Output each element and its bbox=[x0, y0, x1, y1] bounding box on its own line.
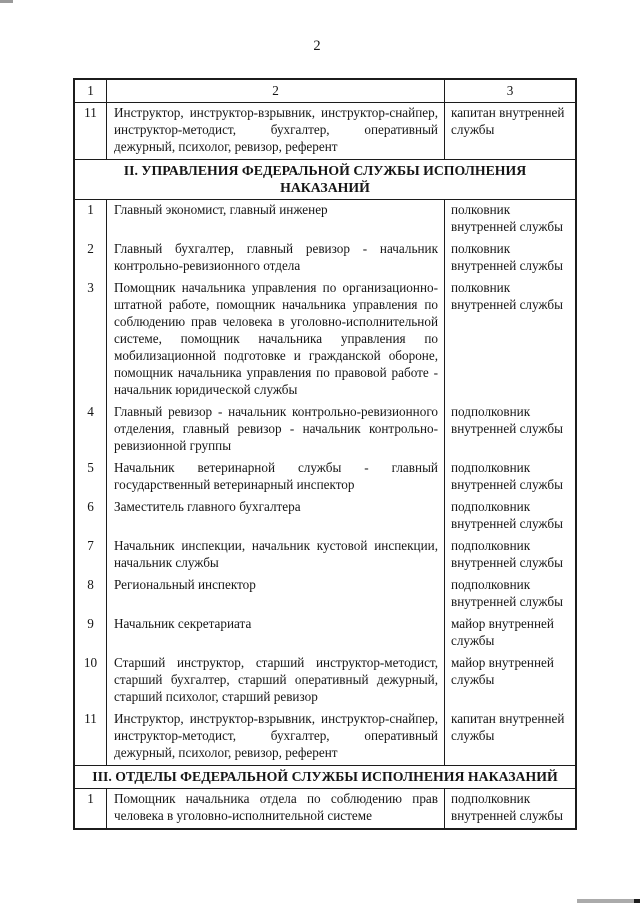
table-row bbox=[75, 103, 575, 159]
scan-artifact-bottom-right bbox=[577, 899, 640, 903]
row-number-cell: 9 bbox=[75, 614, 107, 653]
table-row bbox=[75, 653, 575, 709]
row-number-cell: 4 bbox=[75, 402, 107, 458]
position-cell: Инструктор, инструктор-взрывник, инструктор-снайпер, инструктор-методист, бухгалтер, оперативный дежурный, психолог, ревизор, референт bbox=[107, 103, 445, 159]
table-column-header-row bbox=[75, 80, 575, 103]
positions-ranks-table bbox=[73, 78, 577, 830]
column-header-2: 2 bbox=[107, 80, 445, 102]
position-cell: Главный экономист, главный инженер bbox=[107, 200, 445, 239]
row-number-cell: 5 bbox=[75, 458, 107, 497]
rank-cell: подполковник внутренней службы bbox=[451, 791, 563, 823]
row-number-cell: 2 bbox=[75, 239, 107, 278]
row-number-cell: 1 bbox=[75, 200, 107, 239]
rank-cell: подполковник внутренней службы bbox=[451, 404, 563, 436]
rank-cell: подполковник внутренней службы bbox=[451, 499, 563, 531]
table-row bbox=[75, 536, 575, 575]
rank-cell: майор внутренней службы bbox=[451, 655, 554, 687]
table-row bbox=[75, 402, 575, 458]
section-title bbox=[75, 765, 575, 789]
rank-cell: майор внутренней службы bbox=[451, 616, 554, 648]
section-title-line: II. УПРАВЛЕНИЯ ФЕДЕРАЛЬНОЙ СЛУЖБЫ ИСПОЛНЕНИЯ bbox=[123, 163, 527, 178]
rank-cell: полковник внутренней службы bbox=[451, 202, 563, 234]
rank-cell: подполковник внутренней службы bbox=[451, 460, 563, 492]
table-row bbox=[75, 200, 575, 239]
column-header-3: 3 bbox=[506, 83, 514, 98]
row-number-cell: 11 bbox=[75, 103, 107, 159]
position-cell: Начальник секретариата bbox=[107, 614, 445, 653]
table-row bbox=[75, 497, 575, 536]
position-cell: Заместитель главного бухгалтера bbox=[107, 497, 445, 536]
row-number-cell: 8 bbox=[75, 575, 107, 614]
position-cell: Главный бухгалтер, главный ревизор - начальник контрольно-ревизионного отдела bbox=[107, 239, 445, 278]
position-cell: Региональный инспектор bbox=[107, 575, 445, 614]
position-cell: Помощник начальника управления по организационно-штатной работе, помощник начальника управления по соблюдению прав человека в уголовно-исполнительной системе, помощник начальника управления по мобилизационной подготовке и гражданской обороне, помощник начальника управления по правовой работе - начальник юридической службы bbox=[107, 278, 445, 402]
position-cell: Старший инструктор, старший инструктор-методист, старший бухгалтер, старший оперативный дежурный, старший психолог, старший ревизор bbox=[107, 653, 445, 709]
scan-artifact-dark-tip bbox=[634, 899, 640, 903]
table-row bbox=[75, 239, 575, 278]
table-row bbox=[75, 458, 575, 497]
rank-cell: полковник внутренней службы bbox=[451, 241, 563, 273]
rank-cell: полковник внутренней службы bbox=[451, 280, 563, 312]
position-cell: Инструктор, инструктор-взрывник, инструктор-снайпер, инструктор-методист, бухгалтер, оперативный дежурный, психолог, ревизор, референт bbox=[107, 709, 445, 765]
position-cell: Начальник инспекции, начальник кустовой инспекции, начальник службы bbox=[107, 536, 445, 575]
rank-cell: капитан внутренней службы bbox=[451, 711, 565, 743]
table-row bbox=[75, 789, 575, 828]
row-number-cell: 1 bbox=[75, 789, 107, 828]
row-number-cell: 10 bbox=[75, 653, 107, 709]
table-row bbox=[75, 709, 575, 765]
position-cell: Помощник начальника отдела по соблюдению прав человека в уголовно-исполнительной системе bbox=[107, 789, 445, 828]
row-number-cell: 3 bbox=[75, 278, 107, 402]
page-number: 2 bbox=[313, 38, 321, 54]
table-row bbox=[75, 575, 575, 614]
section-title bbox=[75, 159, 575, 200]
row-number-cell: 7 bbox=[75, 536, 107, 575]
section-title-line: III. ОТДЕЛЫ ФЕДЕРАЛЬНОЙ СЛУЖБЫ ИСПОЛНЕНИЯ НАКАЗАНИЙ bbox=[92, 769, 558, 784]
rank-cell: капитан внутренней службы bbox=[451, 105, 565, 137]
section-title-line: НАКАЗАНИЙ bbox=[280, 180, 370, 195]
rank-cell: подполковник внутренней службы bbox=[451, 538, 563, 570]
scan-artifact-top-left bbox=[0, 0, 13, 3]
row-number-cell: 11 bbox=[75, 709, 107, 765]
table-row bbox=[75, 614, 575, 653]
row-number-cell: 6 bbox=[75, 497, 107, 536]
rank-cell: подполковник внутренней службы bbox=[451, 577, 563, 609]
position-cell: Начальник ветеринарной службы - главный государственный ветеринарный инспектор bbox=[107, 458, 445, 497]
position-cell: Главный ревизор - начальник контрольно-ревизионного отделения, главный ревизор - начальник контрольно-ревизионной группы bbox=[107, 402, 445, 458]
table-row bbox=[75, 278, 575, 402]
column-header-1: 1 bbox=[75, 80, 107, 102]
